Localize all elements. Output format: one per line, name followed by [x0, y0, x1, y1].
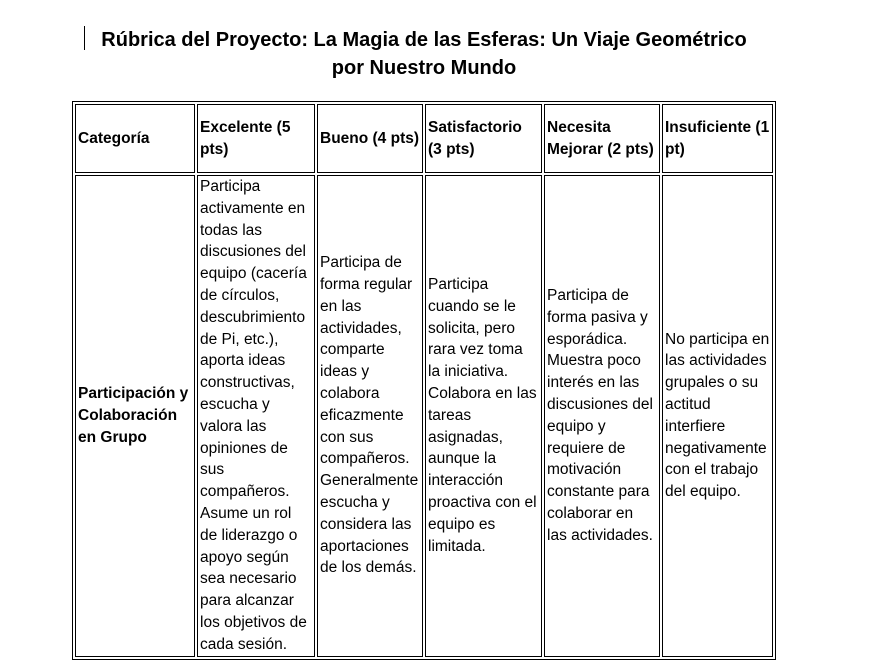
cell-excelente: Participa activamente en todas las discusiones del equipo (cacería de círculos, descubrimiento de Pi, etc.), aporta ideas constructivas, escucha y valora las opiniones de sus compañeros. Asume un rol de liderazgo o apoyo según sea necesario para alcanzar los objetivos de cada sesión.: [197, 175, 315, 657]
table-row: [75, 175, 773, 657]
title-line-1: Rúbrica del Proyecto: La Magia de las Esferas: Un Viaje Geométrico: [101, 29, 747, 51]
title-line-2: por Nuestro Mundo: [331, 57, 517, 79]
cell-satisfactorio: Participa cuando se le solicita, pero rara vez toma la iniciativa. Colabora en las tareas asignadas, aunque la interacción proactiva con el equipo es limitada.: [425, 175, 542, 657]
cell-bueno: Participa de forma regular en las actividades, comparte ideas y colabora eficazmente con sus compañeros. Generalmente escucha y considera las aportaciones de los demás.: [317, 175, 423, 657]
header-satisfactorio: Satisfactorio (3 pts): [425, 104, 542, 173]
header-bueno: Bueno (4 pts): [317, 104, 423, 173]
header-categoria: Categoría: [75, 104, 195, 173]
header-necesita-mejorar: Necesita Mejorar (2 pts): [544, 104, 660, 173]
cell-insuficiente: No participa en las actividades grupales o su actitud interfiere negativamente con el trabajo del equipo.: [662, 175, 773, 657]
document-title: [70, 26, 778, 82]
header-insuficiente: Insuficiente (1 pt): [662, 104, 773, 173]
cell-category: Participación y Colaboración en Grupo: [75, 175, 195, 657]
header-excelente: Excelente (5 pts): [197, 104, 315, 173]
rubric-table: [72, 101, 776, 660]
header-row: [75, 104, 773, 173]
cell-necesita-mejorar: Participa de forma pasiva y esporádica. Muestra poco interés en las discusiones del equipo y requiere de motivación constante para colaborar en las actividades.: [544, 175, 660, 657]
